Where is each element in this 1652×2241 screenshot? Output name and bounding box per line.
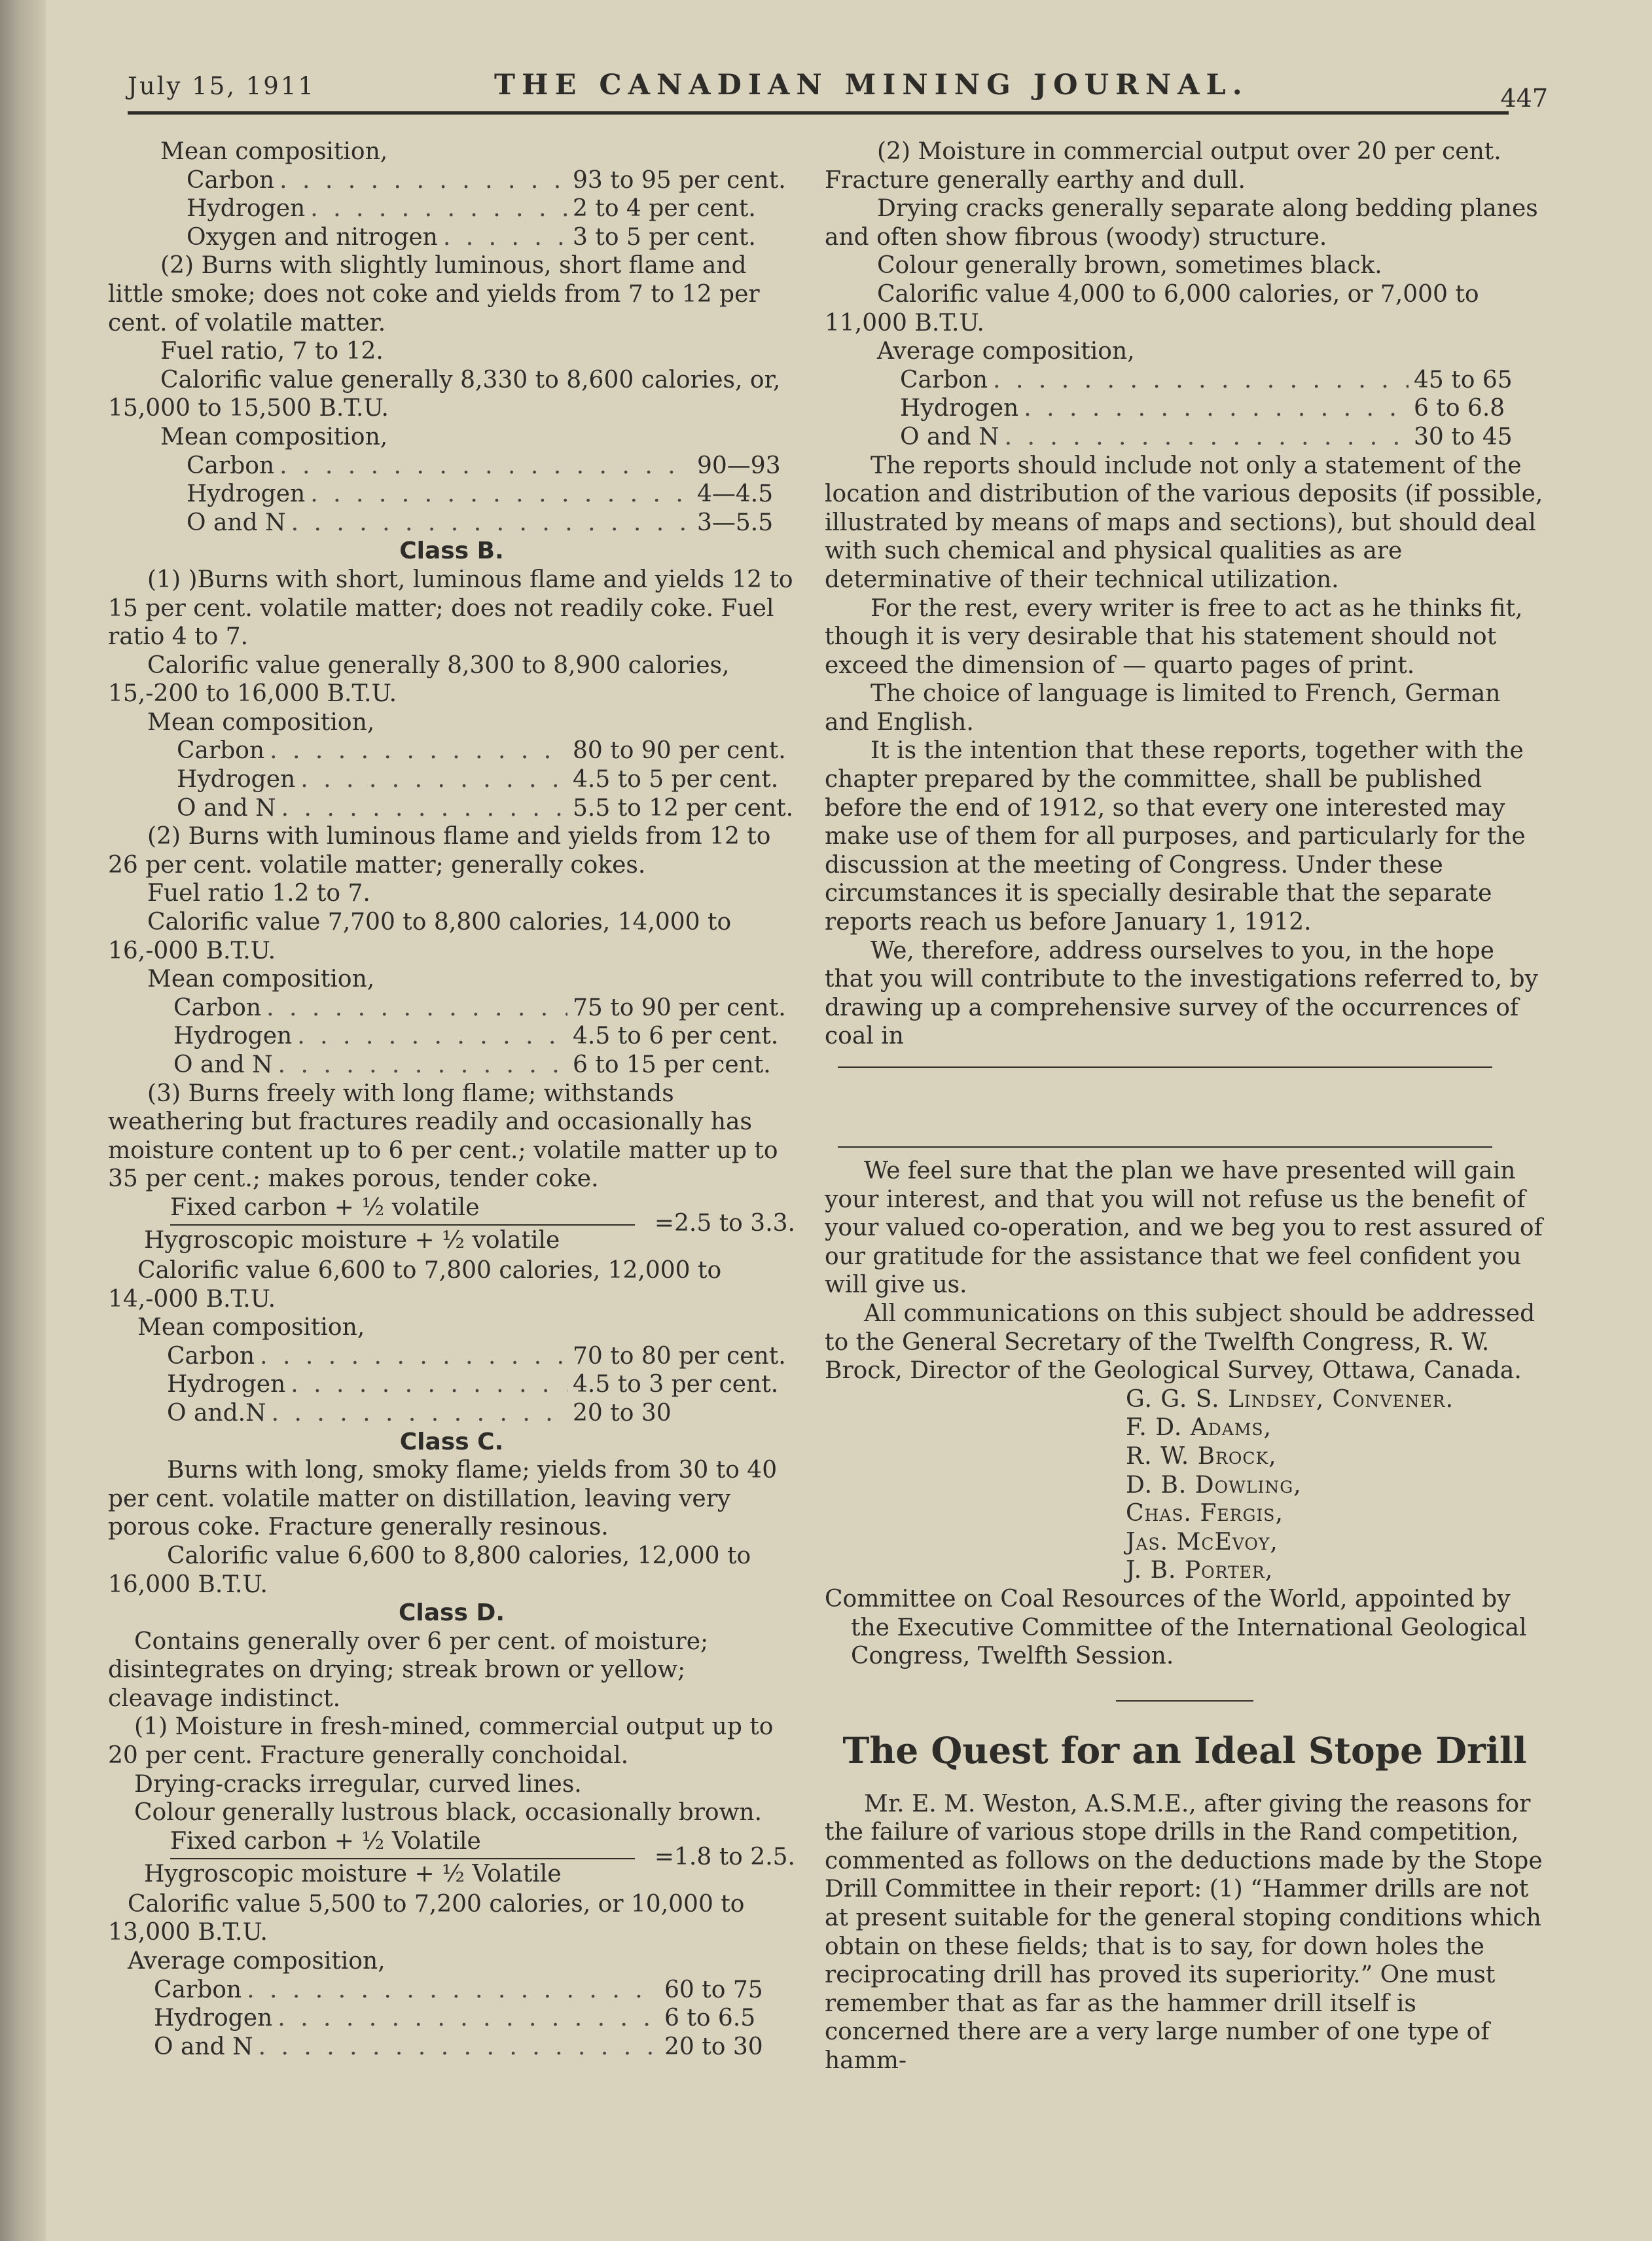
leader-dots bbox=[291, 1370, 567, 1399]
row-label: Hydrogen bbox=[187, 195, 306, 223]
signatory: F. D. Adams, bbox=[1126, 1414, 1272, 1442]
table-row bbox=[187, 223, 795, 252]
page-binding-shadow bbox=[0, 0, 46, 2241]
leader-dots bbox=[300, 765, 567, 794]
formula-denominator: Hygroscopic moisture + ½ volatile bbox=[144, 1226, 560, 1254]
row-value: 45 to 65 bbox=[1414, 366, 1513, 393]
paragraph: Burns with long, smoky flame; yields from 30 to 40 per cent. volatile matter on distillation, leaving very porous coke. Fracture generally resinous. bbox=[108, 1457, 778, 1541]
table-row bbox=[154, 1976, 795, 2005]
row-value: 3 to 5 per cent. bbox=[573, 223, 756, 251]
table-row bbox=[187, 452, 795, 481]
row-label: Carbon bbox=[177, 737, 265, 765]
row-value: 3—5.5 bbox=[697, 509, 774, 536]
journal-title: THE CANADIAN MINING JOURNAL. bbox=[494, 69, 1249, 101]
paragraph: Calorific value 7,700 to 8,800 calories, 14,000 to 16,-000 B.T.U. bbox=[108, 909, 732, 964]
paragraph: Calorific value 6,600 to 8,800 calories, 12,000 to 16,000 B.T.U. bbox=[108, 1542, 751, 1598]
paragraph: The choice of language is limited to French, German and English. bbox=[825, 680, 1501, 736]
row-label: O and N bbox=[187, 509, 286, 536]
row-value: 80 to 90 per cent. bbox=[573, 737, 786, 765]
row-value: 60 to 75 bbox=[664, 1976, 763, 2003]
table-row bbox=[167, 1399, 795, 1428]
leader-dots bbox=[260, 1342, 567, 1371]
row-label: Hydrogen bbox=[154, 2005, 273, 2032]
leader-dots bbox=[279, 452, 692, 481]
table-row bbox=[177, 794, 795, 823]
leader-dots bbox=[310, 480, 692, 509]
mean-composition-heading: Mean composition, bbox=[160, 138, 388, 165]
table-row bbox=[167, 1342, 795, 1371]
formula-numerator: Fixed carbon + ½ Volatile bbox=[170, 1827, 481, 1855]
table-row bbox=[900, 366, 1545, 395]
leader-dots bbox=[443, 223, 567, 252]
leader-dots bbox=[266, 994, 567, 1023]
composition-table bbox=[108, 737, 795, 822]
row-value: 6 to 15 per cent. bbox=[573, 1051, 771, 1078]
row-label: Hydrogen bbox=[173, 1023, 293, 1050]
paragraph: Colour generally lustrous black, occasionally brown. bbox=[134, 1799, 763, 1827]
leader-dots bbox=[279, 166, 567, 195]
header-rule bbox=[128, 111, 1509, 115]
mean-composition-heading: Mean composition, bbox=[147, 708, 375, 736]
row-value: 20 to 30 bbox=[664, 2033, 763, 2060]
leader-dots bbox=[259, 2033, 659, 2062]
article-paragraph: Mr. E. M. Weston, A.S.M.E., after giving the reasons for the failure of various stope drills in the Rand competition, commented as follows on the deductions made by the Stope Drill Committee in their report: (1) “Hammer drills are not at present suitable for the general stoping conditions which obtain on these fields; that is to say, for down holes the reciprocating drill has proved its superiority.” One must remember that as far as the hammer drill itself is concerned there are a very large number of one type of hamm- bbox=[825, 1790, 1543, 2075]
row-value: 70 to 80 per cent. bbox=[573, 1342, 786, 1370]
section-rule bbox=[838, 1146, 1492, 1148]
row-value: 93 to 95 per cent. bbox=[573, 166, 786, 194]
fuel-ratio-formula bbox=[108, 1827, 795, 1890]
paragraph: The reports should include not only a statement of the location and distribution of the various deposits (if possible, illustrated by means of maps and sections), but should deal with such chemical and physical qualities as are determinative of their technical utilization. bbox=[825, 452, 1543, 593]
signatory: G. G. S. Lindsey, Convener. bbox=[1126, 1385, 1454, 1413]
row-label: O and N bbox=[154, 2033, 253, 2060]
row-value: 4.5 to 3 per cent. bbox=[573, 1371, 779, 1398]
paragraph: All communications on this subject should be addressed to the General Secretary of the Twelfth Congress, R. W. Brock, Director of the Geological Survey, Ottawa, Canada. bbox=[825, 1300, 1535, 1385]
paragraph: (2) Burns with slightly luminous, short flame and little smoke; does not coke and yields from 7 to 12 per cent. of volatile matter. bbox=[108, 252, 760, 337]
paragraph: Calorific value generally 8,300 to 8,900 calories, 15,-200 to 16,000 B.T.U. bbox=[108, 651, 730, 708]
row-label: Carbon bbox=[167, 1342, 255, 1370]
paragraph: For the rest, every writer is free to act as he thinks fit, though it is very desirable that his statement should not exceed the dimension of — quarto pages of print. bbox=[825, 594, 1523, 679]
mean-composition-heading: Mean composition, bbox=[160, 423, 388, 450]
leader-dots bbox=[310, 194, 567, 223]
row-label: Hydrogen bbox=[187, 481, 306, 508]
class-heading: Class B. bbox=[399, 537, 504, 565]
fuel-ratio-formula bbox=[108, 1193, 795, 1256]
committee-credit: Committee on Coal Resources of the World, appointed by the Executive Committee of the International Geological Congress, Twelfth Session. bbox=[825, 1585, 1527, 1670]
paragraph: Calorific value generally 8,330 to 8,600 calories, or, 15,000 to 15,500 B.T.U. bbox=[108, 366, 781, 422]
leader-dots bbox=[993, 366, 1409, 395]
row-label: Oxygen and nitrogen bbox=[187, 223, 438, 251]
header-date: July 15, 1911 bbox=[128, 72, 315, 100]
table-row bbox=[173, 1022, 795, 1051]
fraction-bar bbox=[170, 1858, 635, 1859]
leader-dots bbox=[291, 509, 692, 537]
leader-dots bbox=[281, 794, 567, 823]
table-row bbox=[173, 1051, 795, 1080]
row-value: 90—93 bbox=[697, 452, 781, 479]
row-label: O and N bbox=[900, 423, 999, 450]
paragraph: It is the intention that these reports, together with the chapter prepared by the committee, shall be published before the end of 1912, so that every one interested may make use of them for all purposes, and particularly for the discussion at the meeting of Congress. Under these circumstances it is specially desirable that the separate reports reach us before January 1, 1912. bbox=[825, 737, 1526, 936]
table-row bbox=[900, 394, 1545, 423]
row-value: 20 to 30 bbox=[573, 1399, 672, 1427]
signature-block bbox=[825, 1385, 1545, 1585]
paragraph: We feel sure that the plan we have presented will gain your interest, and that you will not refuse us the benefit of your valued co-operation, and we beg you to rest assured of our gratitude for the assistance that we feel confident you will give us. bbox=[825, 1157, 1543, 1299]
paragraph: Contains generally over 6 per cent. of moisture; disintegrates on drying; streak brown or yellow; cleavage indistinct. bbox=[108, 1628, 709, 1712]
formula-denominator: Hygroscopic moisture + ½ Volatile bbox=[144, 1860, 562, 1887]
signatory: J. B. Porter, bbox=[1126, 1557, 1274, 1584]
signatory: Jas. McEvoy, bbox=[1126, 1528, 1278, 1556]
mean-composition-heading: Mean composition, bbox=[147, 966, 375, 993]
paragraph: We, therefore, address ourselves to you, in the hope that you will contribute to the investigations referred to, by drawing up a comprehensive survey of the occurrences of coal in bbox=[825, 937, 1538, 1050]
row-value: 75 to 90 per cent. bbox=[573, 994, 786, 1021]
paragraph: Drying cracks generally separate along bedding planes and often show fibrous (woody) structure. bbox=[825, 195, 1538, 251]
average-composition-heading: Average composition, bbox=[128, 1948, 386, 1975]
row-label: O and N bbox=[177, 794, 276, 822]
table-row bbox=[900, 423, 1545, 452]
composition-table bbox=[825, 366, 1545, 452]
fraction-bar bbox=[170, 1224, 635, 1226]
formula-result: =1.8 to 2.5. bbox=[654, 1843, 795, 1870]
signatory: Chas. Fergis, bbox=[1126, 1500, 1284, 1527]
composition-table bbox=[108, 452, 795, 537]
right-column bbox=[825, 137, 1545, 2075]
row-label: Carbon bbox=[154, 1976, 242, 2003]
row-value: 2 to 4 per cent. bbox=[573, 195, 756, 223]
composition-table bbox=[108, 1342, 795, 1428]
leader-dots bbox=[1024, 394, 1409, 423]
row-label: Carbon bbox=[187, 166, 275, 194]
paragraph: Calorific value 5,500 to 7,200 calories, or 10,000 to 13,000 B.T.U. bbox=[108, 1890, 745, 1946]
article-title: The Quest for an Ideal Stope Drill bbox=[842, 1728, 1527, 1772]
composition-table bbox=[108, 166, 795, 252]
leader-dots bbox=[270, 737, 567, 765]
row-label: Carbon bbox=[173, 994, 262, 1021]
table-row bbox=[154, 2033, 795, 2062]
paragraph: (2) Moisture in commercial output over 20 per cent. Fracture generally earthy and dull. bbox=[825, 138, 1501, 194]
row-label: Hydrogen bbox=[900, 395, 1019, 422]
paragraph: (1) Moisture in fresh-mined, commercial output up to 20 per cent. Fracture generally conchoidal. bbox=[108, 1713, 774, 1770]
leader-dots bbox=[1005, 423, 1409, 452]
row-value: 30 to 45 bbox=[1414, 423, 1513, 450]
row-value: 4—4.5 bbox=[697, 481, 774, 508]
table-row bbox=[187, 480, 795, 509]
leader-dots bbox=[278, 1051, 567, 1080]
signatory: D. B. Dowling, bbox=[1126, 1471, 1302, 1499]
row-label: O and N bbox=[173, 1051, 273, 1078]
row-value: 4.5 to 6 per cent. bbox=[573, 1023, 779, 1050]
table-row bbox=[187, 194, 795, 223]
paragraph: Fuel ratio 1.2 to 7. bbox=[147, 880, 370, 907]
spacer bbox=[825, 1068, 1545, 1146]
paragraph: Fuel ratio, 7 to 12. bbox=[160, 338, 384, 365]
row-value: 5.5 to 12 per cent. bbox=[573, 794, 794, 822]
formula-numerator: Fixed carbon + ½ volatile bbox=[170, 1193, 480, 1221]
class-heading: Class D. bbox=[399, 1599, 505, 1627]
paragraph: (2) Burns with luminous flame and yields from 12 to 26 per cent. volatile matter; generally cokes. bbox=[108, 823, 771, 879]
table-row bbox=[177, 765, 795, 794]
leader-dots bbox=[247, 1976, 659, 2005]
row-label: Hydrogen bbox=[177, 766, 296, 793]
table-row bbox=[173, 994, 795, 1023]
paragraph: Calorific value 4,000 to 6,000 calories, or 7,000 to 11,000 B.T.U. bbox=[825, 280, 1479, 337]
table-row bbox=[167, 1370, 795, 1399]
composition-table bbox=[108, 994, 795, 1080]
page-header bbox=[128, 65, 1548, 124]
row-value: 6 to 6.8 bbox=[1414, 395, 1505, 422]
leader-dots bbox=[278, 2004, 659, 2033]
class-heading: Class C. bbox=[399, 1428, 504, 1455]
table-row bbox=[177, 737, 795, 765]
paragraph: Calorific value 6,600 to 7,800 calories, 12,000 to 14,-000 B.T.U. bbox=[108, 1256, 722, 1313]
leader-dots bbox=[297, 1022, 567, 1051]
row-label: Carbon bbox=[900, 366, 988, 393]
row-value: 4.5 to 5 per cent. bbox=[573, 766, 779, 793]
average-composition-heading: Average composition, bbox=[877, 338, 1135, 365]
paragraph: Colour generally brown, sometimes black. bbox=[877, 252, 1382, 280]
page-number: 447 bbox=[1500, 84, 1548, 113]
leader-dots bbox=[272, 1399, 567, 1428]
row-value: 6 to 6.5 bbox=[664, 2005, 756, 2032]
section-divider bbox=[1116, 1700, 1253, 1702]
mean-composition-heading: Mean composition, bbox=[137, 1314, 365, 1341]
composition-table bbox=[108, 1976, 795, 2062]
row-label: Hydrogen bbox=[167, 1371, 286, 1398]
formula-result: =2.5 to 3.3. bbox=[654, 1209, 795, 1237]
signatory: R. W. Brock, bbox=[1126, 1442, 1277, 1470]
paragraph: (3) Burns freely with long flame; withstands weathering but fractures readily and occasionally has moisture content up to 6 per cent.; volatile matter up to 35 per cent.; makes porous, tender coke. bbox=[108, 1080, 778, 1193]
row-label: O and.N bbox=[167, 1399, 266, 1427]
table-row bbox=[154, 2004, 795, 2033]
paragraph: Drying-cracks irregular, curved lines. bbox=[134, 1770, 582, 1798]
table-row bbox=[187, 509, 795, 537]
paragraph: (1) )Burns with short, luminous flame and yields 12 to 15 per cent. volatile matter; does not readily coke. Fuel ratio 4 to 7. bbox=[108, 566, 793, 651]
row-label: Carbon bbox=[187, 452, 275, 479]
table-row bbox=[187, 166, 795, 195]
left-column bbox=[108, 137, 795, 2061]
